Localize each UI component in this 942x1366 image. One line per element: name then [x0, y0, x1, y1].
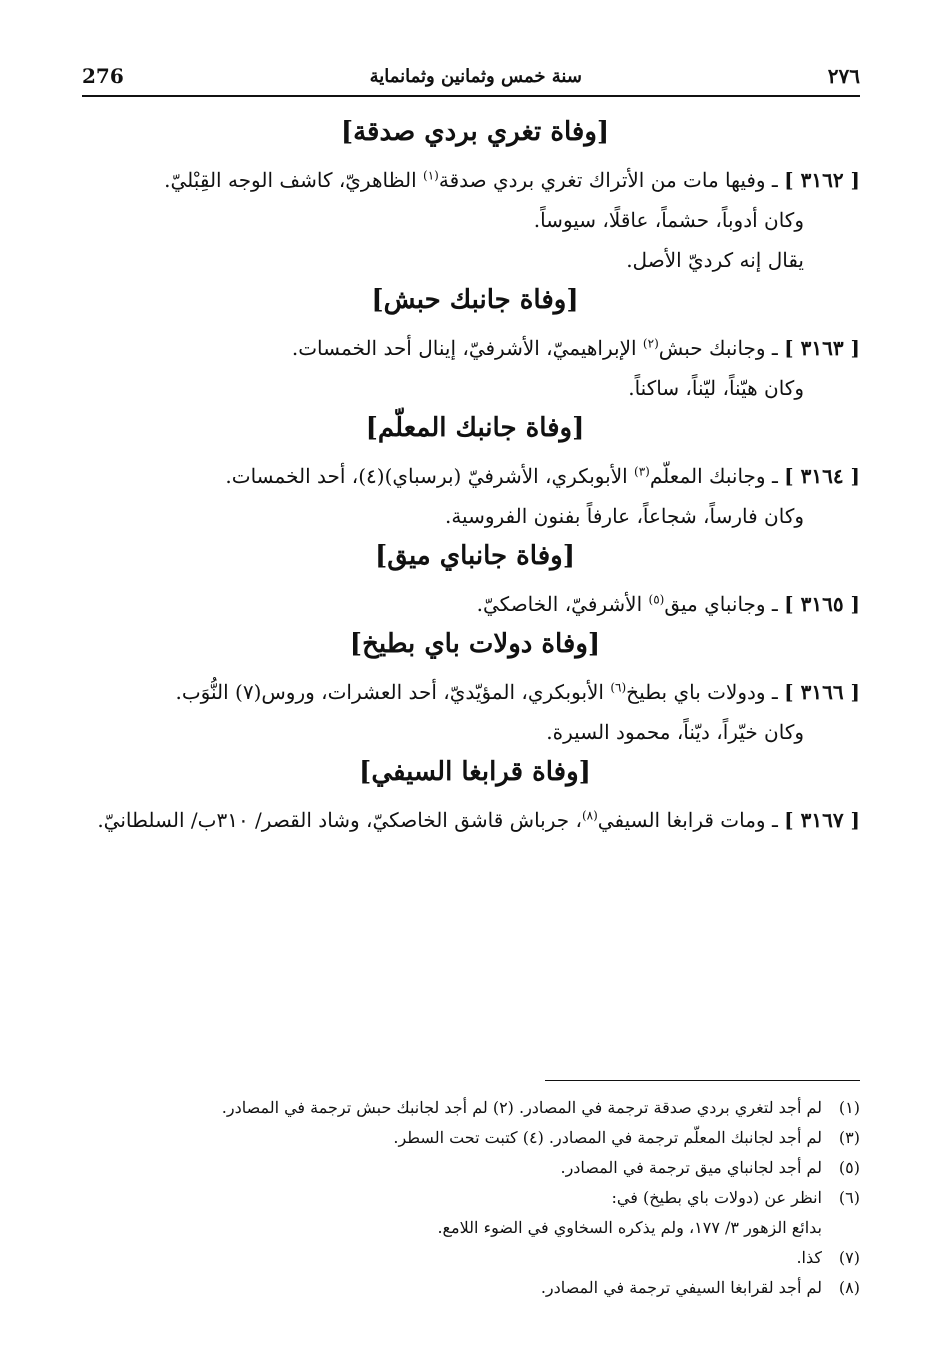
entry-paragraph [90, 456, 860, 496]
footnote-text: بدائع الزهور ٣/ ١٧٧، ولم يذكره السخاوي في الضوء اللامع. [437, 1218, 822, 1237]
entry-number: [ ٣١٦٣ ] [784, 336, 860, 360]
description-line: وكان أدوباً، حشماً، عاقلًا، سيوساً. [533, 208, 804, 232]
footnote [90, 1273, 860, 1303]
footnote-number: (٦) [838, 1188, 860, 1207]
section-title: [وفاة جانبك حبش] [371, 285, 579, 315]
entry-text: الأشرفيّ، الخاصكيّ. [476, 592, 649, 616]
running-title: سنة خمس وثمانين وثمانماية [369, 65, 582, 87]
entry-paragraph [90, 584, 860, 624]
footnote-number: (٣) [838, 1128, 860, 1147]
entry-text: ـ وفيها مات من الأتراك تغري بردي صدقة [438, 168, 785, 192]
entry-number: [ ٣١٦٥ ] [784, 592, 860, 616]
section [90, 408, 860, 536]
footnote [90, 1153, 860, 1183]
description-line: وكان هيّناً، ليّناً، ساكناً. [628, 376, 804, 400]
entry-text: ـ وجانبك حبش [658, 336, 785, 360]
footnote [90, 1183, 860, 1213]
footnote-text: لم أجد لقرابغا السيفي ترجمة في المصادر. [540, 1278, 822, 1297]
entry-number: [ ٣١٦٧ ] [784, 808, 860, 832]
section [90, 752, 860, 840]
section-title: [وفاة دولات باي بطيخ] [349, 629, 601, 659]
entry-number: [ ٣١٦٦ ] [784, 680, 860, 704]
section-title: [وفاة جانباي ميق] [374, 541, 576, 571]
entry-text: ـ وجانبك المعلّم [649, 464, 785, 488]
footnote-number: (٥) [838, 1158, 860, 1177]
description-line: يقال إنه كرديّ الأصل. [626, 248, 804, 272]
footnote-text: لم أجد لجانباي ميق ترجمة في المصادر. [560, 1158, 822, 1177]
footnote-rule [545, 1080, 860, 1081]
footnote-ref: (٥) [648, 592, 665, 607]
entry-paragraph [90, 800, 860, 840]
entry-paragraph [90, 160, 860, 200]
footnote-ref: (١) [423, 168, 439, 183]
footnote-text: كذا. [796, 1248, 822, 1267]
header-rule [82, 95, 860, 97]
footnote-number: (٧) [838, 1248, 860, 1267]
footnote-number: (٨) [838, 1278, 860, 1297]
entry-text: الأبوبكري، الأشرفيّ (برسباي)(٤)، أحد الخمسات. [225, 464, 635, 488]
description-line: وكان فارساً، شجاعاً، عارفاً بفنون الفروسية. [444, 504, 804, 528]
footnote-text: لم أجد لتغري بردي صدقة ترجمة في المصادر. (٢) لم أجد لجانبك حبش ترجمة في المصادر. [221, 1098, 822, 1117]
running-head [82, 58, 860, 94]
footnote-number: (١) [838, 1098, 860, 1117]
footnote [90, 1093, 860, 1123]
section [90, 624, 860, 752]
entry-number: [ ٣١٦٢ ] [784, 168, 860, 192]
entry-text: ـ وجانباي ميق [664, 592, 785, 616]
footnote [90, 1243, 860, 1273]
footnote-ref: (٨) [581, 808, 598, 823]
footnote-ref: (٦) [610, 680, 627, 695]
footnotes [90, 1093, 860, 1303]
footnote-text: لم أجد لجانبك المعلّم ترجمة في المصادر. (٤) كتبت تحت السطر. [393, 1128, 822, 1147]
entry-number: [ ٣١٦٤ ] [784, 464, 860, 488]
section [90, 280, 860, 408]
entry-text: الظاهريّ، كاشف الوجه القِبْليّ. [164, 168, 424, 192]
section-title: [وفاة جانبك المعلّم] [365, 413, 585, 443]
page-number-arabic: ٢٧٦ [827, 64, 860, 88]
footnote-text: انظر عن (دولات باي بطيخ) في: [611, 1188, 822, 1207]
footnote [90, 1213, 860, 1243]
entry-text: الإبراهيميّ، الأشرفيّ، إينال أحد الخمسات. [291, 336, 643, 360]
main-text [90, 112, 860, 840]
entry-text: ـ ودولات باي بطيخ [626, 680, 785, 704]
entry-text: ـ ومات قرابغا السيفي [597, 808, 785, 832]
section-title: [وفاة تغري بردي صدقة] [340, 117, 610, 147]
entry-paragraph [90, 328, 860, 368]
section [90, 112, 860, 280]
footnote-ref: (٢) [642, 336, 659, 351]
description-line: وكان خيّراً، ديّناً، محمود السيرة. [546, 720, 804, 744]
section-title: [وفاة قرابغا السيفي] [359, 757, 591, 787]
entry-paragraph [90, 672, 860, 712]
entry-text: ، جرباش قاشق الخاصكيّ، وشاد القصر/ ٣١٠ب/ السلطانيّ. [97, 808, 582, 832]
page-number-latin: 276 [82, 64, 124, 88]
footnote-ref: (٣) [634, 464, 650, 479]
section [90, 536, 860, 624]
footnote [90, 1123, 860, 1153]
entry-text: الأبوبكري، المؤيّديّ، أحد العشرات، وروس(٧) النُّوَب. [175, 680, 611, 704]
